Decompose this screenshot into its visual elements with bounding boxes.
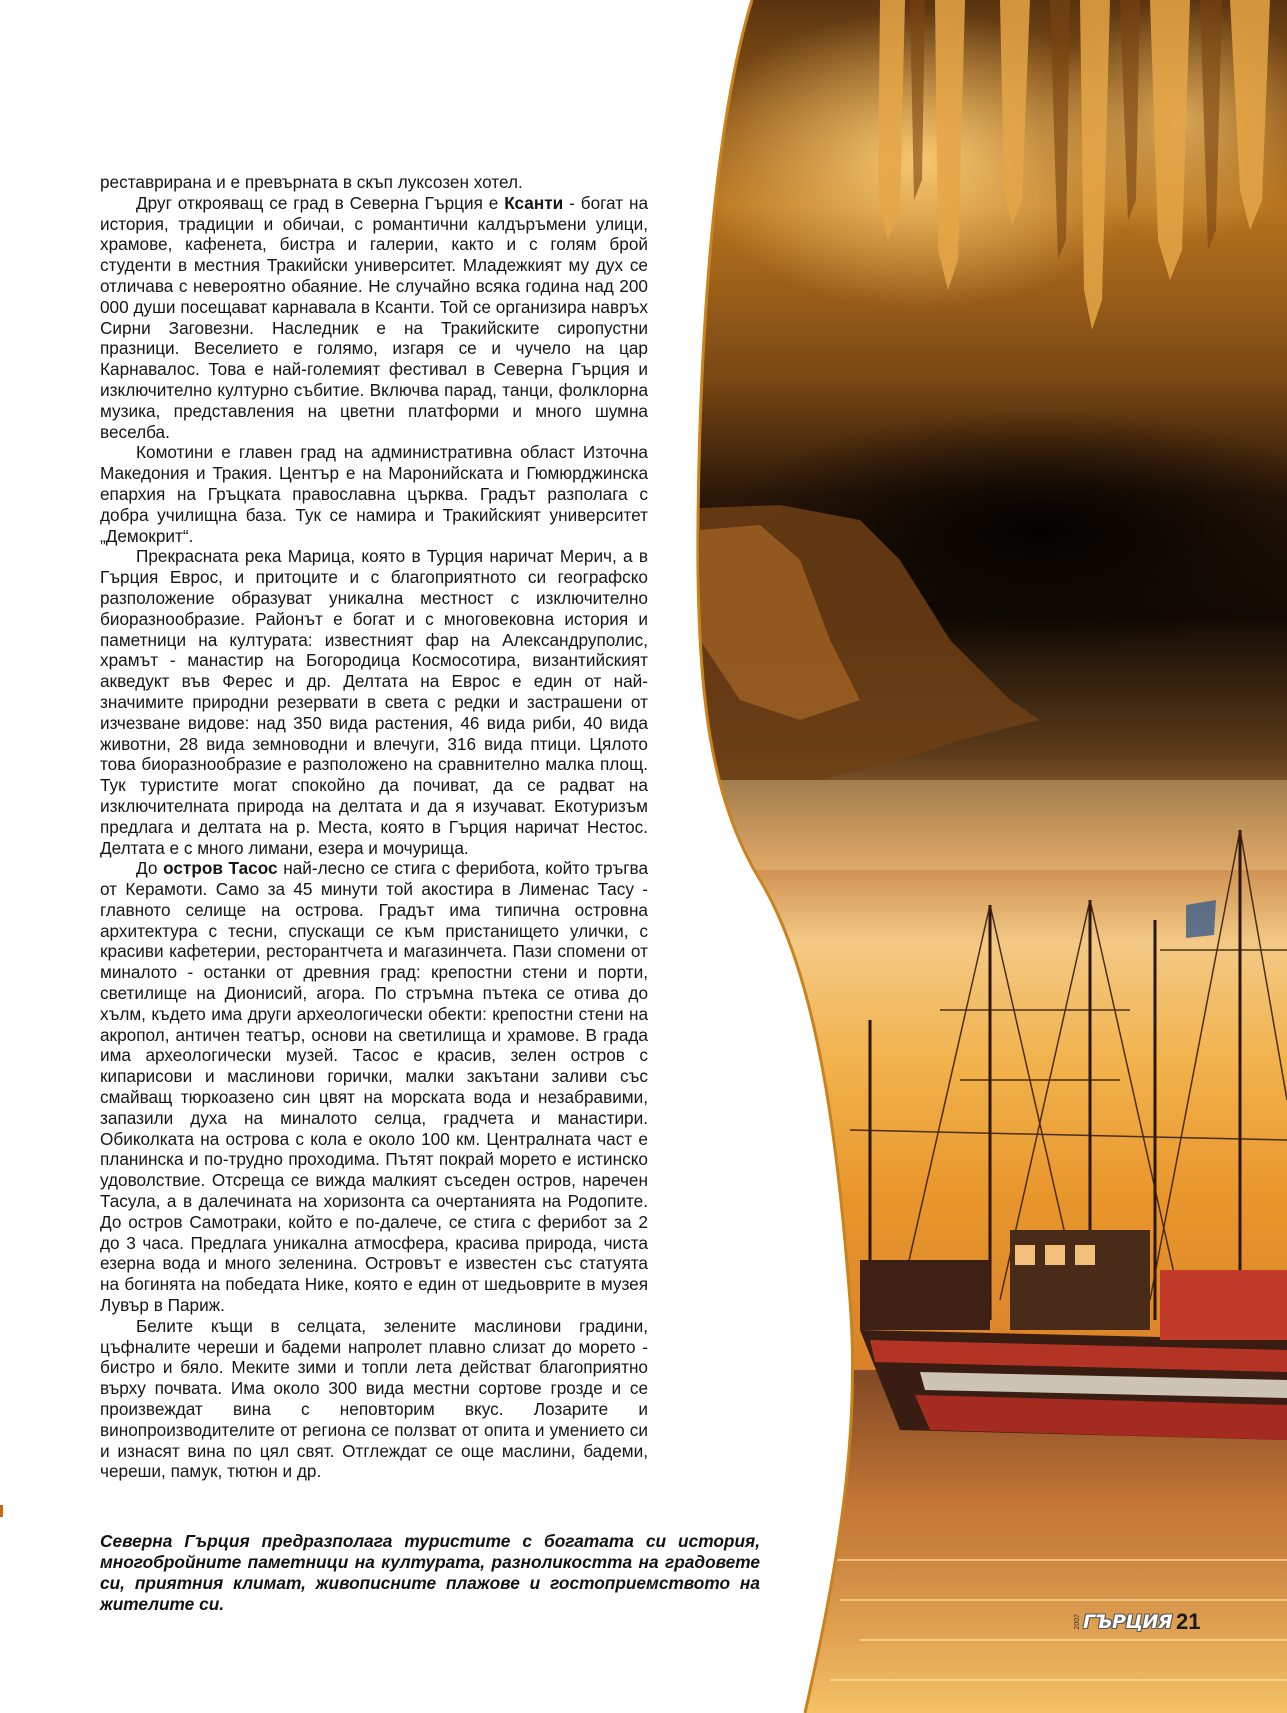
article-body	[100, 172, 648, 1482]
paragraph-thassos	[100, 858, 648, 1316]
page-edge-mark	[0, 1505, 3, 1517]
xanthi-heading: Ксанти	[504, 192, 564, 213]
xanthi-text: - богат на история, традиции и обичаи, с романтични калдъръмени улици, храмове, кафенета, бистра и галерии, както и с голям брой студенти в местния Тракийски университет. Младежкият му дух се отличава с невероятно обаяние. Не случайно всяка година над 200 000 души посещават карнавала в Ксанти. Той се организира навръх Сирни Заговезни. Наследник е на Тракийските сиропустни празници. Веселието е голямо, изгаря се и чучело на цар Карнавалос. Това е най-големият фестивал в Северна Гърция и изключително културно събитие. Включва парад, танци, фолклорна музика, представления на цветни платформи и много шумна веселба.	[100, 192, 648, 442]
article-summary	[100, 1531, 760, 1615]
thassos-heading: остров Тасос	[163, 858, 278, 879]
thassos-intro: До	[136, 858, 158, 879]
thassos-text: най-лесно се стига с ферибота, който тръгва от Керамоти. Само за 45 минути той акостира в Лименас Тасу - главното селище на острова. Градът има типична островна архитектура с тесни, спускащи се към пристанището улички, с красиви кафетерии, ресторантчета и магазинчета. Пази спомени от миналото - останки от древния град: крепостни стени и порти, светилище на Дионисий, агора. По стръмна пътека се отива до хълм, където има други археологически обекти: крепостни стени на акропол, античен театър, основи на светилища и храмове. В града има археологически музей. Тасос е красив, зелен остров с кипарисови и маслинови горички, малки закътани заливи със смайващ тюркоазено син цвят на морската вода и незабравими, запазили духа на миналото селца, градчета и манастири. Обиколката на острова с кола е около 100 км. Централната част е планинска и по-трудно проходима. Пътят покрай морето е истинско удоволствие. Отсреща се вижда малкият съседен остров, наречен Тасула, а в далечината на хоризонта са очертанията на Родопите. До остров Самотраки, който е по-далече, се стига с ферибот за 2 до 3 часа. Предлага уникална атмосфера, красива природа, чиста езерна вода и много зеленина. Островът е известен със статуята на богинята на победата Нике, която е един от шедьоврите в музея Лувър в Париж.	[100, 858, 649, 1316]
magazine-year: 2007	[1074, 1614, 1081, 1630]
paragraph-wine: Белите къщи в селцата, зелените маслинови градини, цъфналите череши и бадеми напролет плавно слизат до морето - бистро и бяло. Меките зими и топли лета действат благоприятно върху почвата. Има около 300 вида местни сортове грозде и се произвеждат вина с неповторим вкус. Лозарите и винопроизводителите от региона се ползват от опита и умението си и изнасят вина по цял свят. Отглеждат се още маслини, бадеми, череши, памук, тютюн и др.	[100, 1315, 648, 1482]
magazine-logo: ГЪРЦИЯ	[1083, 1611, 1173, 1633]
page-number: 21	[1176, 1609, 1201, 1634]
paragraph-hotel: реставрирана и е превърната в скъп луксозен хотел.	[100, 172, 523, 192]
paragraph-komotini: Комотини е главен град на административна област Източна Македония и Тракия. Център е на Маронийската и Гюмюрджинска епархия на Гръцката православна църква. Градът разполага с добра училищна база. Тук се намира и Тракийският университет „Демокрит“.	[100, 442, 648, 546]
summary-text: Северна Гърция предразполага туристите с богатата си история, многобройните паметници на културата, разноликостта на градовете си, приятния климат, живописните плажове и гостоприемството на жителите си.	[100, 1531, 760, 1614]
xanthi-intro: Друг открояващ се град в Северна Гърция е	[136, 192, 499, 213]
paragraph-xanthi	[100, 193, 648, 443]
page-footer	[1074, 1610, 1201, 1634]
paragraph-maritsa: Прекрасната река Марица, която в Турция наричат Мерич, а в Гърция Еврос, и притоците и с благоприятното си географско разположение образуват уникална местност с изключително биоразнообразие. Районът е богат и с многовековна история и паметници на културата: известният фар на Александруполис, храмът - манастир на Богородица Космосотира, византийският акведукт във Ферес и др. Делтата на Еврос е един от най-значимите природни резервати в света с редки и застрашени от изчезване видове: над 350 вида растения, 46 вида риби, 40 вида животни, 28 вида земноводни и влечуги, 316 вида птици. Цялото това биоразнообразие е разположено на сравнително малка площ. Тук туристите могат спокойно да почиват, да се радват на изключителната природа на делтата и да я изучават. Екотуризъм предлага и делтата на р. Места, която в Гърция наричат Нестос. Делтата е с много лимани, езера и мочурища.	[100, 546, 648, 858]
